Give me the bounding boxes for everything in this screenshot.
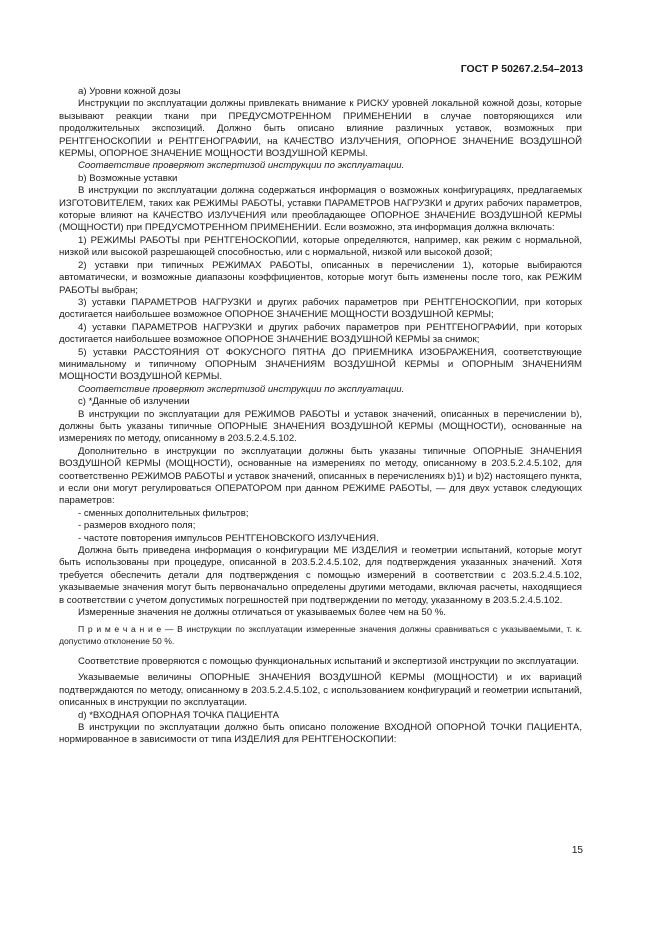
paragraph: Должна быть приведена информация о конфигурации МЕ ИЗДЕЛИЯ и геометрии испытаний, которые могут быть использованы при процедуре, описанной в 203.5.2.4.5.102, для подтверждения указанных значений. Хотя требуется обеспечить детали для подтверждения с помощью измерений в соответствии с 203.5.2.4.5.102, указываемые значения могут быть первоначально определены другими методами, включая расчеты, находящиеся в соответствии с учетом допустимых погрешностей при подтверждении по методу, указанному в 203.5.2.4.5.102. — [59, 545, 582, 606]
dash-item: - размеров входного поля; — [78, 520, 196, 532]
dash-item: - частоте повторения импульсов РЕНТГЕНОВСКОГО ИЗЛУЧЕНИЯ. — [78, 532, 379, 544]
body-text — [59, 86, 582, 747]
item-a-heading: a) Уровни кожной дозы — [78, 86, 181, 97]
list-item: 3) уставки ПАРАМЕТРОВ НАГРУЗКИ и других рабочих параметров при РЕНТГЕНОСКОПИИ, при которых достигается наибольшее возможное ОПОРНОЕ ЗНАЧЕНИЕ МОЩНОСТИ ВОЗДУШНОЙ КЕРМЫ; — [59, 296, 582, 321]
list-item: 1) РЕЖИМЫ РАБОТЫ при РЕНТГЕНОСКОПИИ, которые определяются, например, как режим с нормальной, низкой или высокой разрешающей способностью, или с нормальной, низкой или высокой дозой; — [59, 234, 582, 259]
paragraph: В инструкции по эксплуатации должно быть описано положение ВХОДНОЙ ОПОРНОЙ ТОЧКИ ПАЦИЕНТА, нормированное в зависимости от типа ИЗДЕЛИЯ для РЕНТГЕНОСКОПИИ: — [59, 721, 582, 746]
paragraph: Дополнительно в инструкции по эксплуатации должны быть указаны типичные ОПОРНЫЕ ЗНАЧЕНИЯ ВОЗДУШНОЙ КЕРМЫ (МОЩНОСТИ), основанные на измерениях по методу, описанному в 203.5.2.4.5.102, для соответственно РЕЖИМОВ РАБОТЫ и уставок значений, описанных в перечислениях b)1) и b)2) настоящего пункта, и если они могут регулироваться ОПЕРАТОРОМ при данном РЕЖИМЕ РАБОТЫ, — для двух уставок следующих параметров: — [59, 445, 582, 507]
page-number: 15 — [571, 845, 583, 856]
dash-item: - сменных дополнительных фильтров; — [78, 507, 249, 519]
item-c-heading: c) *Данные об излучении — [78, 396, 190, 408]
paragraph: В инструкции по эксплуатации должна содержаться информация о возможных конфигурациях, предлагаемых ИЗГОТОВИТЕЛЕМ, таких как РЕЖИМЫ РАБОТЫ, уставки ПАРАМЕТРОВ НАГРУЗКИ и других рабочих параметров, которые влияют на КАЧЕСТВО ИЗЛУЧЕНИЯ или преобладающее ОПОРНОЕ ЗНАЧЕНИЕ ВОЗДУШНОЙ КЕРМЫ (МОЩНОСТИ) при ПРЕДУСМОТРЕННОМ ПРИМЕНЕНИИ. Если возможно, эта информация должна включать: — [59, 185, 582, 234]
paragraph: В инструкции по эксплуатации для РЕЖИМОВ РАБОТЫ и уставок значений, описанных в перечислении b), должны быть указаны типичные ОПОРНЫЕ ЗНАЧЕНИЯ ВОЗДУШНОЙ КЕРМЫ (МОЩНОСТИ), основанные на измерениях по методу, описанному в 203.5.2.4.5.102. — [59, 408, 582, 445]
paragraph: Измеренные значения не должны отличаться от указываемых более чем на 50 %. — [78, 607, 446, 619]
list-item: 5) уставки РАССТОЯНИЯ ОТ ФОКУСНОГО ПЯТНА ДО ПРИЕМНИКА ИЗОБРАЖЕНИЯ, соответствующие минимальному и типичному ОПОРНЫМ ЗНАЧЕНИЯМ ВОЗДУШНОЙ КЕРМЫ и ОПОРНЫМ ЗНАЧЕНИЯМ МОЩНОСТИ ВОЗДУШНОЙ КЕРМЫ. — [59, 346, 582, 383]
paragraph: Указываемые величины ОПОРНЫЕ ЗНАЧЕНИЯ ВОЗДУШНОЙ КЕРМЫ (МОЩНОСТИ) и их вариаций подтверждаются по методу, описанному в 203.5.2.4.5.102, с использованием конфигураций и геометрии испытаний, описанных в инструкции по эксплуатации. — [59, 672, 582, 709]
compliance-note: Соответствие проверяют экспертизой инструкции по эксплуатации. — [78, 383, 405, 395]
list-item: 2) уставки при типичных РЕЖИМАХ РАБОТЫ, описанных в перечислении 1), которые выбираются автоматически, и возможные диапазоны коэффициентов, которые могут быть изменены после того, как РЕЖИМ РАБОТЫ выбран; — [59, 259, 582, 296]
standard-number: ГОСТ Р 50267.2.54–2013 — [460, 63, 583, 75]
list-item: 4) уставки ПАРАМЕТРОВ НАГРУЗКИ и других рабочих параметров при РЕНТГЕНОГРАФИИ, при которых достигается наибольшее возможное ОПОРНОЕ ЗНАЧЕНИЕ ВОЗДУШНОЙ КЕРМЫ за снимок; — [59, 321, 582, 346]
paragraph: Соответствие проверяются с помощью функциональных испытаний и экспертизой инструкции по эксплуатации. — [78, 655, 579, 667]
item-d-heading: d) *ВХОДНАЯ ОПОРНАЯ ТОЧКА ПАЦИЕНТА — [78, 709, 280, 721]
paragraph: Инструкции по эксплуатации должны привлекать внимание к РИСКУ уровней локальной кожной дозы, которые вызывают реакции ткани при ПРЕДУСМОТРЕННОМ ПРИМЕНЕНИИ в случае повторяющихся или продолжительных экспозиций. Должно быть описано влияние различных уставок, возможных при РЕНТГЕНОСКОПИИ и РЕНТГЕНОГРАФИИ, на КАЧЕСТВО ИЗЛУЧЕНИЯ, ОПОРНОЕ ЗНАЧЕНИЕ ВОЗДУШНОЙ КЕРМЫ, ОПОРНОЕ ЗНАЧЕНИЕ МОЩНОСТИ ВОЗДУШНОЙ КЕРМЫ. — [59, 98, 582, 160]
note: П р и м е ч а н и е — В инструкции по эксплуатации измеренные значения должны сравниваться с указываемыми, т. к. допустимо отклонение 50 %. — [59, 624, 582, 646]
item-b-heading: b) Возможные уставки — [78, 172, 178, 184]
compliance-note: Соответствие проверяют экспертизой инструкции по эксплуатации. — [78, 160, 405, 172]
